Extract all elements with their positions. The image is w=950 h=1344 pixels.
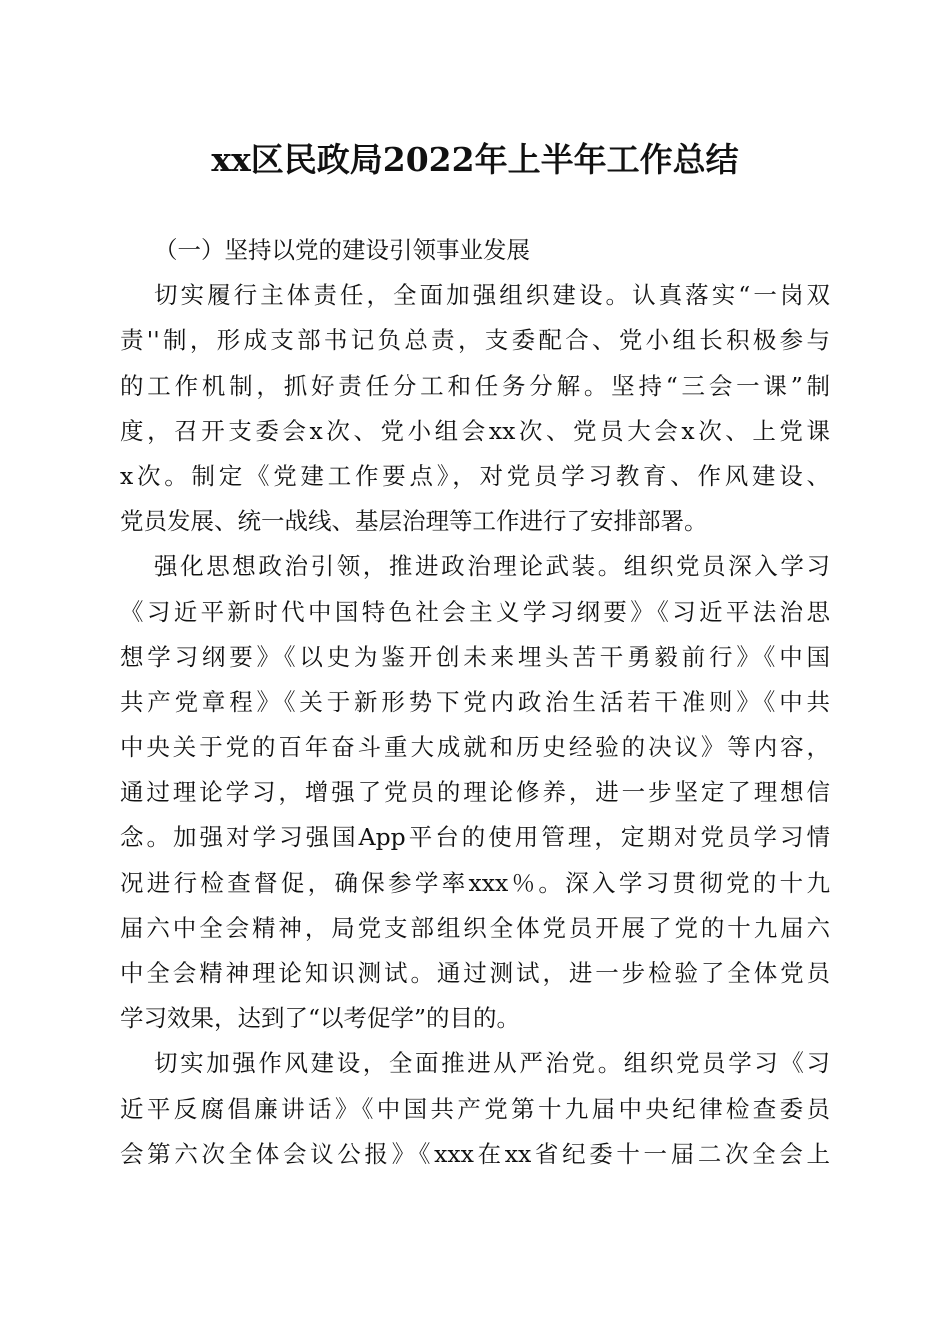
paragraph-line: 学习效果，达到了“以考促学”的目的。 bbox=[120, 1004, 521, 1033]
paragraph bbox=[120, 273, 830, 544]
paragraph-line: 会第六次全体会议公报》《xxx在xx省纪委十一届二次全会上 bbox=[120, 1139, 830, 1168]
paragraph-line: 《习近平新时代中国特色社会主义学习纲要》《习近平法治思 bbox=[120, 597, 830, 626]
paragraph-line: 通过理论学习，增强了党员的理论修养，进一步坚定了理想信 bbox=[120, 778, 830, 807]
paragraph-line: 切实加强作风建设，全面推进从严治党。组织党员学习《习 bbox=[154, 1049, 830, 1078]
paragraph-line: 想学习纲要》《以史为鉴开创未来埋头苦干勇毅前行》《中国 bbox=[120, 642, 830, 671]
paragraph bbox=[120, 1041, 830, 1177]
paragraph-line: 中央关于党的百年奋斗重大成就和历史经验的决议》等内容， bbox=[120, 733, 830, 762]
paragraph-line: 度，召开支委会x次、党小组会xx次、党员大会x次、上党课 bbox=[120, 416, 830, 445]
document-body bbox=[120, 228, 830, 1177]
paragraph-line: 近平反腐倡廉讲话》《中国共产党第十九届中央纪律检查委员 bbox=[120, 1094, 830, 1123]
paragraph-line: 责''制，形成支部书记负总责，支委配合、党小组长积极参与 bbox=[120, 326, 830, 355]
paragraph-line: 强化思想政治引领，推进政治理论武装。组织党员深入学习 bbox=[154, 552, 830, 581]
paragraph-line: 切实履行主体责任，全面加强组织建设。认真落实“一岗双 bbox=[154, 281, 830, 310]
paragraph-line: 况进行检查督促，确保参学率xxx％。深入学习贯彻党的十九 bbox=[120, 868, 830, 897]
paragraph-line: 中全会精神理论知识测试。通过测试，进一步检验了全体党员 bbox=[120, 959, 830, 987]
document-title: xx区民政局2022年上半年工作总结 bbox=[211, 140, 739, 179]
paragraph-line: 共产党章程》《关于新形势下党内政治生活若干准则》《中共 bbox=[120, 687, 830, 716]
paragraph-line: 念。加强对学习强国App平台的使用管理，定期对党员学习情 bbox=[120, 823, 830, 852]
paragraph-line: 的工作机制，抓好责任分工和任务分解。坚持“三会一课”制 bbox=[120, 371, 830, 400]
paragraph bbox=[120, 544, 830, 1041]
paragraph-line: 党员发展、统一战线、基层治理等工作进行了安排部署。 bbox=[120, 507, 708, 536]
section-heading: （一）坚持以党的建设引领事业发展 bbox=[154, 236, 530, 264]
paragraph-line: 届六中全会精神，局党支部组织全体党员开展了党的十九届六 bbox=[120, 913, 830, 942]
paragraph-line: x次。制定《党建工作要点》，对党员学习教育、作风建设、 bbox=[120, 461, 830, 490]
